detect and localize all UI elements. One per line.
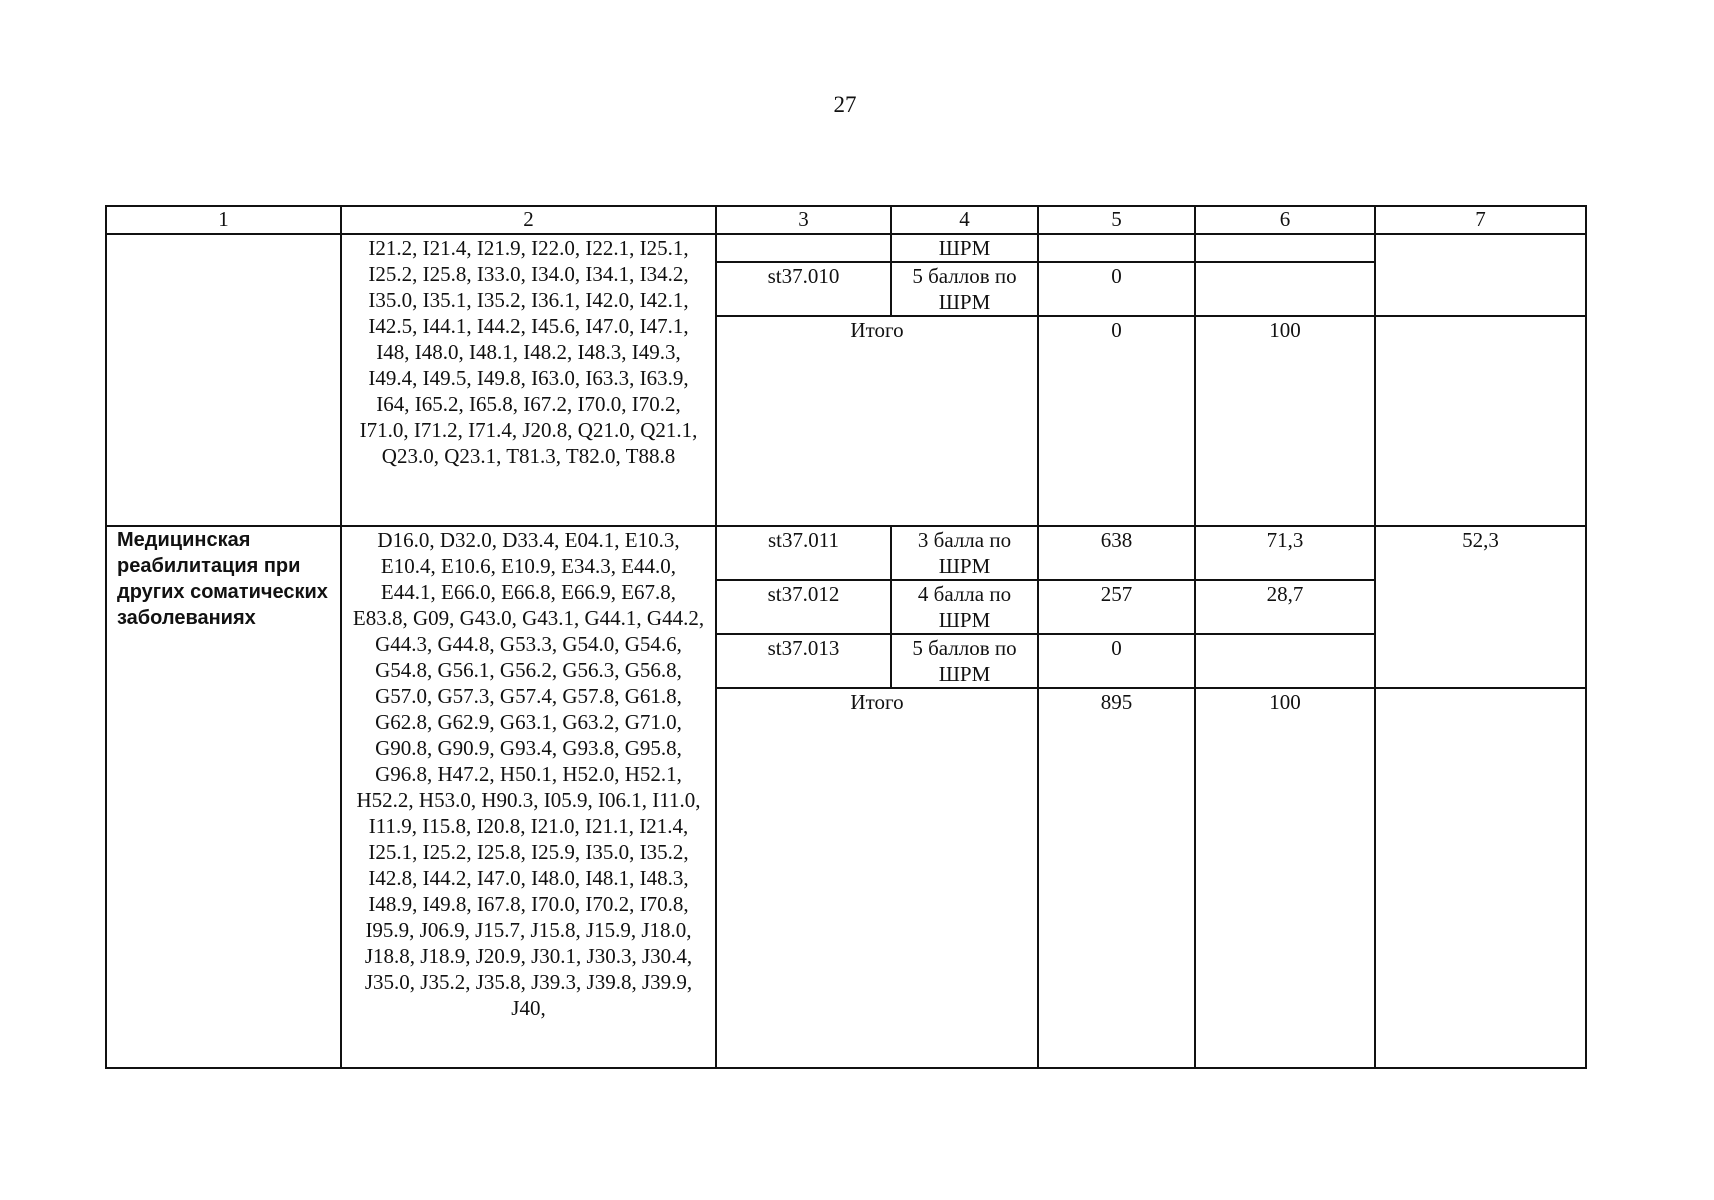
score-cell: 5 баллов по ШРМ [891, 262, 1038, 316]
total-count: 895 [1038, 688, 1195, 1068]
ksg-code-cell [716, 234, 891, 262]
count-cell: 257 [1038, 580, 1195, 634]
header-cell: 6 [1195, 206, 1375, 234]
total-label: Итого [716, 688, 1038, 1068]
table-row [106, 526, 1586, 580]
page-number: 27 [833, 92, 857, 117]
ksg-code-cell: st37.012 [716, 580, 891, 634]
profile-name-cell [106, 234, 341, 526]
share-cell [1195, 634, 1375, 688]
count-cell [1038, 234, 1195, 262]
diagnosis-codes-cell: D16.0, D32.0, D33.4, E04.1, E10.3, E10.4, E10.6, E10.9, E34.3, E44.0, E44.1, E66.0, E66.8, E66.9, E67.8, E83.8, G09, G43.0, G43.1, G44.1, G44.2, G44.3, G44.8, G53.3, G54.0, G54.6, G54.8, G56.1, G56.2, G56.3, G56.8, G57.0, G57.3, G57.4, G57.8, G61.8, G62.8, G62.9, G63.1, G63.2, G71.0, G90.8, G90.9, G93.4, G93.8, G95.8, G96.8, H47.2, H50.1, H52.0, H52.1, H52.2, H53.0, H90.3, I05.9, I06.1, I11.0, I11.9, I15.8, I20.8, I21.0, I21.1, I21.4, I25.1, I25.2, I25.8, I25.9, I35.0, I35.2, I42.8, I44.2, I47.0, I48.0, I48.1, I48.3, I48.9, I49.8, I67.8, I70.0, I70.2, I70.8, I95.9, J06.9, J15.7, J15.8, J15.9, J18.0, J18.8, J18.9, J20.9, J30.1, J30.3, J30.4, J35.0, J35.2, J35.8, J39.3, J39.8, J39.9, J40, [341, 526, 716, 1068]
table-row [106, 234, 1586, 262]
header-cell: 2 [341, 206, 716, 234]
header-cell: 4 [891, 206, 1038, 234]
count-cell: 0 [1038, 634, 1195, 688]
tariff-table [105, 205, 1587, 1069]
share-cell: 71,3 [1195, 526, 1375, 580]
total-label: Итого [716, 316, 1038, 526]
profile-name-cell: Медицинская реабилитация при других соматических заболеваниях [106, 526, 341, 1068]
share-cell [1195, 262, 1375, 316]
count-cell: 0 [1038, 262, 1195, 316]
ksg-code-cell: st37.011 [716, 526, 891, 580]
empty-cell [1375, 316, 1586, 526]
diagnosis-codes-cell: I21.2, I21.4, I21.9, I22.0, I22.1, I25.1, I25.2, I25.8, I33.0, I34.0, I34.1, I34.2, I35.0, I35.1, I35.2, I36.1, I42.0, I42.1, I42.5, I44.1, I44.2, I45.6, I47.0, I47.1, I48, I48.0, I48.1, I48.2, I48.3, I49.3, I49.4, I49.5, I49.8, I63.0, I63.3, I63.9, I64, I65.2, I65.8, I67.2, I70.0, I70.2, I71.0, I71.2, I71.4, J20.8, Q21.0, Q21.1, Q23.0, Q23.1, T81.3, T82.0, T88.8 [341, 234, 716, 526]
share-cell: 28,7 [1195, 580, 1375, 634]
total-count: 0 [1038, 316, 1195, 526]
empty-cell [1375, 688, 1586, 1068]
total-share: 100 [1195, 688, 1375, 1068]
ksg-code-cell: st37.013 [716, 634, 891, 688]
score-cell: 4 балла по ШРМ [891, 580, 1038, 634]
header-row [106, 206, 1586, 234]
percent-cell: 52,3 [1375, 526, 1586, 688]
header-cell: 1 [106, 206, 341, 234]
header-cell: 3 [716, 206, 891, 234]
score-cell: 3 балла по ШРМ [891, 526, 1038, 580]
header-cell: 7 [1375, 206, 1586, 234]
score-cell: ШРМ [891, 234, 1038, 262]
count-cell: 638 [1038, 526, 1195, 580]
score-cell: 5 баллов по ШРМ [891, 634, 1038, 688]
ksg-code-cell: st37.010 [716, 262, 891, 316]
total-share: 100 [1195, 316, 1375, 526]
share-cell [1195, 234, 1375, 262]
header-cell: 5 [1038, 206, 1195, 234]
percent-cell [1375, 234, 1586, 316]
